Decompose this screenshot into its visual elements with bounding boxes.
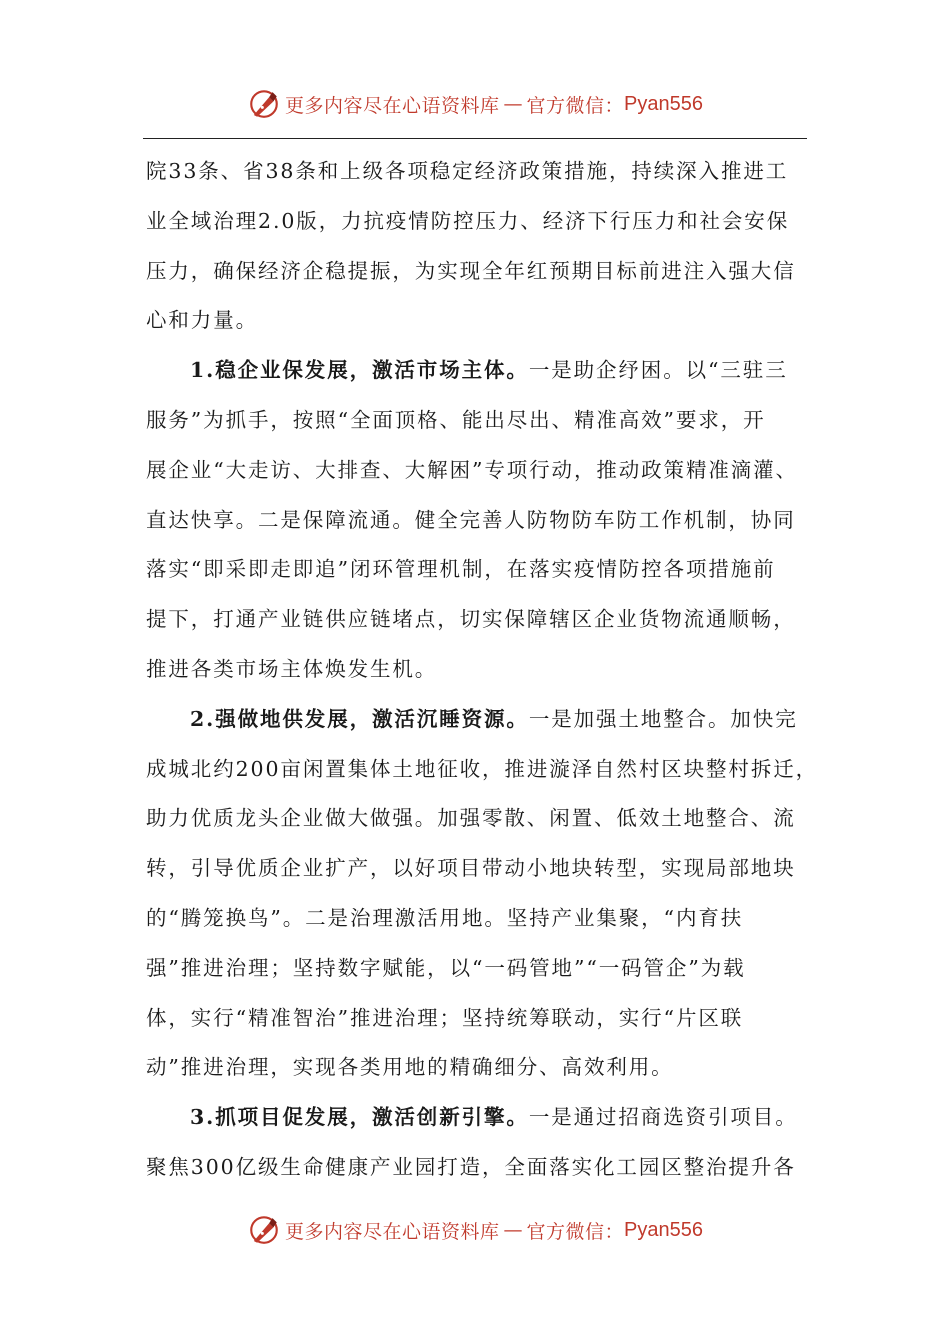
text-line: [146, 745, 819, 795]
header-divider: [143, 138, 807, 139]
line-text: 落实“即采即走即追”闭环管理机制，在落实疫情防控各项措施前: [146, 557, 776, 582]
pen-nib-logo-icon: [247, 1213, 281, 1247]
line-text: 的“腾笼换鸟”。二是治理激活用地。坚持产业集聚，“内育扶: [146, 905, 744, 930]
line-text: 助力优质龙头企业做大做强。加强零散、闲置、低效土地整合、流: [146, 806, 796, 831]
banner-title: 更多内容尽在心语资料库: [285, 94, 500, 117]
text-line: [146, 396, 810, 446]
line-text: 一是通过招商选资引项目。: [528, 1105, 798, 1130]
line-text: 业全域治理2.0版，力抗疫情防控压力、经济下行压力和社会安保: [146, 208, 790, 233]
line-text: 推进各类市场主体焕发生机。: [146, 656, 438, 681]
text-line: [146, 645, 810, 695]
text-line: [146, 1043, 810, 1093]
line-text: 成城北约200亩闲置集体土地征收，推进漩泽自然村区块整村拆迁，: [146, 756, 819, 781]
banner-official-label: 官方微信：: [526, 1220, 625, 1243]
banner-wechat-id: Pyan556: [624, 1218, 703, 1241]
text-line: [146, 296, 810, 346]
line-text: 一是加强土地整合。加快完: [528, 706, 798, 731]
document-body: [146, 147, 819, 1193]
text-line: [146, 695, 810, 745]
line-text: 体，实行“精准智治”推进治理；坚持统筹联动，实行“片区联: [146, 1005, 744, 1030]
line-text: 聚焦300亿级生命健康产业园打造，全面落实化工园区整治提升各: [146, 1154, 796, 1179]
line-text: 转，引导优质企业扩产，以好项目带动小地块转型，实现局部地块: [146, 856, 796, 881]
header-watermark-banner: [0, 84, 950, 124]
line-text: 提下，打通产业链供应链堵点，切实保障辖区企业货物流通顺畅，: [146, 607, 796, 632]
footer-watermark-banner: [0, 1210, 950, 1250]
text-line: [146, 1093, 810, 1143]
section-heading: 2.强做地供发展，激活沉睡资源。: [190, 706, 529, 731]
text-line: [146, 446, 810, 496]
line-text: 服务”为抓手，按照“全面顶格、能出尽出、精准高效”要求，开: [146, 407, 766, 432]
text-line: [146, 247, 810, 297]
text-line: [146, 147, 810, 197]
line-text: 院33条、省38条和上级各项稳定经济政策措施，持续深入推进工: [146, 159, 789, 183]
line-text: 直达快享。二是保障流通。健全完善人防物防车防工作机制，协同: [146, 507, 796, 532]
line-text: 一是助企纾困。以“三驻三: [528, 358, 788, 383]
text-line: [146, 944, 810, 994]
text-line: [146, 1143, 810, 1193]
line-text: 展企业“大走访、大排查、大解困”专项行动，推动政策精准滴灌、: [146, 457, 798, 482]
text-line: [146, 894, 810, 944]
text-line: [146, 994, 810, 1044]
banner-dash: —: [503, 1219, 523, 1241]
section-heading: 3.抓项目促发展，激活创新引擎。: [190, 1105, 529, 1130]
section-heading: 1.稳企业保发展，激活市场主体。: [190, 358, 529, 383]
line-text: 压力，确保经济企稳提振，为实现全年红预期目标前进注入强大信: [146, 258, 796, 283]
banner-dash: —: [503, 93, 523, 115]
pen-nib-logo-icon: [247, 87, 281, 121]
text-line: [146, 595, 810, 645]
text-line: [146, 844, 810, 894]
banner-official-label: 官方微信：: [526, 94, 625, 117]
text-line: [146, 346, 810, 396]
line-text: 动”推进治理，实现各类用地的精确细分、高效利用。: [146, 1055, 674, 1080]
text-line: [146, 545, 810, 595]
banner-title: 更多内容尽在心语资料库: [285, 1220, 500, 1243]
line-text: 心和力量。: [146, 308, 258, 333]
text-line: [146, 794, 810, 844]
banner-wechat-id: Pyan556: [624, 92, 703, 115]
text-line: [146, 496, 810, 546]
line-text: 强”推进治理；坚持数字赋能，以“一码管地”“一码管企”为载: [146, 955, 746, 980]
text-line: [146, 197, 810, 247]
